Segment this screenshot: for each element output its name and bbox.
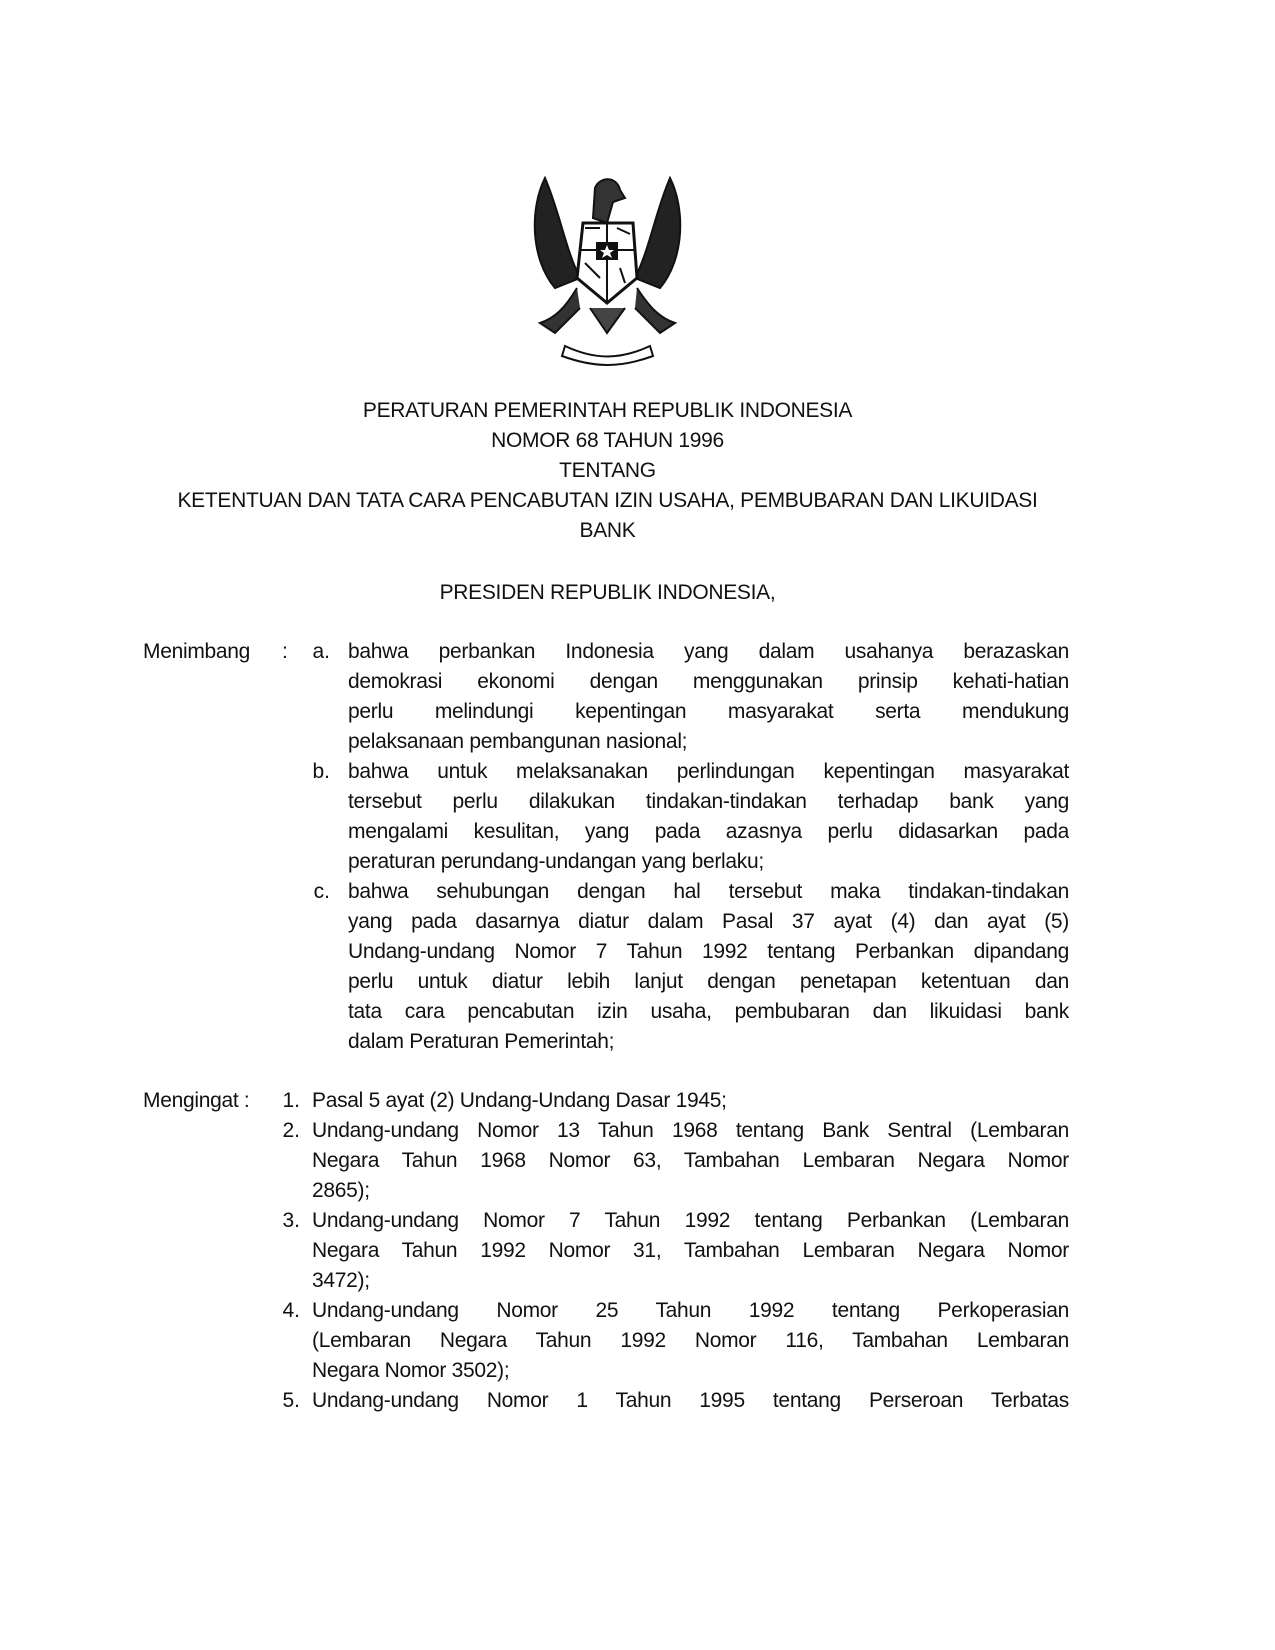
list-item-line: demokrasi ekonomi dengan menggunakan prinsip kehati-hatian — [348, 670, 1069, 693]
list-item — [0, 1086, 1275, 1116]
title-subject: KETENTUAN DAN TATA CARA PENCABUTAN IZIN USAHA, PEMBUBARAN DAN LIKUIDASI — [177, 489, 1038, 512]
regulation-title — [0, 396, 1215, 546]
list-item-line: Undang-undang Nomor 13 Tahun 1968 tentang Bank Sentral (Lembaran — [312, 1119, 1069, 1142]
list-item-line: bahwa perbankan Indonesia yang dalam usahanya berazaskan — [348, 640, 1069, 663]
list-item-line: Undang-undang Nomor 1 Tahun 1995 tentang Perseroan Terbatas — [312, 1389, 1069, 1412]
menimbang-label: Menimbang — [143, 640, 251, 663]
list-marker: 2. — [282, 1119, 300, 1142]
title-subject-cont: BANK — [579, 519, 636, 542]
list-item-line: Undang-undang Nomor 25 Tahun 1992 tentang Perkoperasian — [312, 1299, 1069, 1322]
list-item — [0, 757, 1275, 877]
menimbang-colon: : — [282, 640, 288, 663]
title-about: TENTANG — [559, 459, 656, 482]
title-number: NOMOR 68 TAHUN 1996 — [491, 429, 724, 452]
list-item-line: peraturan perundang-undangan yang berlaku; — [348, 850, 764, 873]
list-item-line: Negara Tahun 1992 Nomor 31, Tambahan Lembaran Negara Nomor — [312, 1239, 1069, 1262]
list-item-line: Undang-undang Nomor 7 Tahun 1992 tentang Perbankan (Lembaran — [312, 1209, 1069, 1232]
list-marker: 4. — [282, 1299, 300, 1322]
list-item-line: 2865); — [312, 1179, 370, 1202]
list-item-line: 3472); — [312, 1269, 370, 1292]
list-item-line: Undang-undang Nomor 7 Tahun 1992 tentang Perbankan dipandang — [348, 940, 1069, 963]
list-marker: b. — [312, 760, 330, 783]
list-item-line: tata cara pencabutan izin usaha, pembubaran dan likuidasi bank — [348, 1000, 1069, 1023]
garuda-emblem-icon — [525, 168, 690, 370]
menimbang-section — [0, 637, 1275, 1057]
list-item-line: (Lembaran Negara Tahun 1992 Nomor 116, Tambahan Lembaran — [312, 1329, 1069, 1352]
list-item — [0, 1296, 1275, 1386]
list-marker: 3. — [282, 1209, 300, 1232]
list-item — [0, 877, 1275, 1057]
mengingat-label: Mengingat : — [143, 1089, 250, 1112]
list-marker: a. — [312, 640, 330, 663]
list-marker: 5. — [282, 1389, 300, 1412]
list-item — [0, 1116, 1275, 1206]
garuda-emblem — [525, 168, 690, 370]
list-item-line: dalam Peraturan Pemerintah; — [348, 1030, 615, 1053]
list-item-line: mengalami kesulitan, yang pada azasnya perlu didasarkan pada — [348, 820, 1069, 843]
list-item-line: Negara Nomor 3502); — [312, 1359, 510, 1382]
list-item — [0, 1386, 1275, 1416]
list-item-line: Negara Tahun 1968 Nomor 63, Tambahan Lembaran Negara Nomor — [312, 1149, 1069, 1172]
list-item-line: pelaksanaan pembangunan nasional; — [348, 730, 688, 753]
list-item-line: yang pada dasarnya diatur dalam Pasal 37 ayat (4) dan ayat (5) — [348, 910, 1069, 933]
mengingat-section — [0, 1086, 1275, 1416]
president-heading: PRESIDEN REPUBLIK INDONESIA, — [439, 581, 776, 604]
list-item — [0, 637, 1275, 757]
list-item-line: perlu melindungi kepentingan masyarakat serta mendukung — [348, 700, 1069, 723]
list-marker: 1. — [282, 1089, 300, 1112]
list-item-line: bahwa untuk melaksanakan perlindungan kepentingan masyarakat — [348, 760, 1069, 783]
mengingat-list — [0, 1086, 1275, 1416]
list-item-line: Pasal 5 ayat (2) Undang-Undang Dasar 1945; — [312, 1089, 727, 1112]
menimbang-list — [0, 637, 1275, 1057]
list-item — [0, 1206, 1275, 1296]
list-item-line: tersebut perlu dilakukan tindakan-tindakan terhadap bank yang — [348, 790, 1069, 813]
list-item-line: perlu untuk diatur lebih lanjut dengan penetapan ketentuan dan — [348, 970, 1069, 993]
list-item-line: bahwa sehubungan dengan hal tersebut maka tindakan-tindakan — [348, 880, 1069, 903]
list-marker: c. — [313, 880, 330, 903]
title-line: PERATURAN PEMERINTAH REPUBLIK INDONESIA — [362, 399, 853, 422]
